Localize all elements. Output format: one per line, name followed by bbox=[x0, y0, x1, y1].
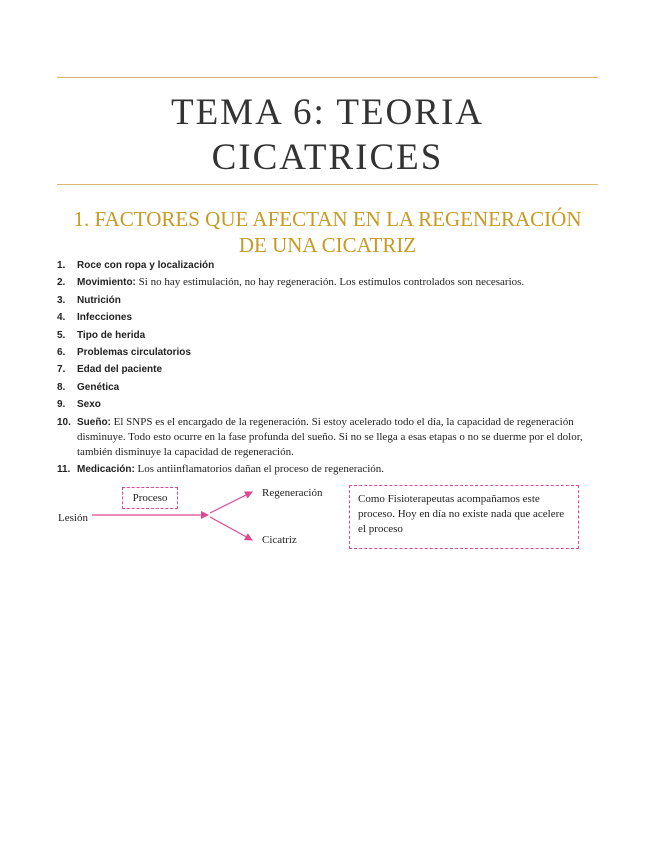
item-number: 5. bbox=[57, 329, 66, 341]
item-number: 6. bbox=[57, 346, 66, 358]
item-label: Genética bbox=[77, 381, 120, 393]
item-label: Movimiento: bbox=[77, 277, 136, 289]
item-label: Edad del paciente bbox=[77, 364, 163, 376]
arrow-to-regeneracion bbox=[210, 492, 252, 513]
item-number: 8. bbox=[57, 381, 66, 393]
item-description: El SNPS es el encargado de la regeneración. Si estoy acelerado todo el día, la capacidad de regeneración disminuye. Todo esto ocurre en la fase profunda del sueño. Si no se llega a esas etapas o no se duerme por el dolor, también disminuye la capacidad de regeneración. bbox=[77, 415, 583, 458]
item-number: 11. bbox=[57, 463, 71, 475]
title-line-2: CICATRICES bbox=[211, 137, 444, 178]
item-number: 3. bbox=[57, 294, 66, 306]
section-heading-line-2: DE UNA CICATRIZ bbox=[238, 233, 417, 257]
note-box: Como Fisioterapeutas acompañamos este proceso. Hoy en día no existe nada que acelere el proceso bbox=[349, 485, 579, 549]
title-line-1: TEMA 6: TEORIA bbox=[170, 92, 485, 133]
item-label: Infecciones bbox=[77, 312, 133, 324]
cicatriz-label: Cicatriz bbox=[262, 534, 297, 546]
item-label: Medicación: bbox=[77, 463, 135, 475]
item-label: Sexo bbox=[77, 399, 101, 411]
item-label: Roce con ropa y localización bbox=[77, 260, 215, 271]
item-label: Problemas circulatorios bbox=[77, 346, 191, 358]
item-number: 7. bbox=[57, 364, 66, 376]
regeneracion-label: Regeneración bbox=[262, 487, 323, 499]
item-description: Si no hay estimulación, no hay regeneración. Los estímulos controlados son necesarios. bbox=[135, 276, 525, 289]
item-number: 2. bbox=[57, 277, 66, 289]
item-label: Tipo de herida bbox=[77, 329, 146, 341]
item-label: Sueño: bbox=[77, 416, 111, 428]
process-box: Proceso bbox=[122, 487, 178, 509]
item-number: 10. bbox=[57, 416, 71, 428]
item-description: Los antiinflamatorios dañan el proceso de regeneración. bbox=[134, 462, 385, 475]
section-heading-line-1: 1. FACTORES QUE AFECTAN EN LA REGENERACIÓN bbox=[73, 207, 582, 231]
item-number: 4. bbox=[57, 312, 66, 324]
item-number: 1. bbox=[57, 260, 66, 271]
item-label: Nutrición bbox=[77, 294, 121, 306]
arrow-to-cicatriz bbox=[210, 517, 252, 540]
item-number: 9. bbox=[57, 399, 66, 411]
lesion-label: Lesión bbox=[58, 512, 88, 524]
